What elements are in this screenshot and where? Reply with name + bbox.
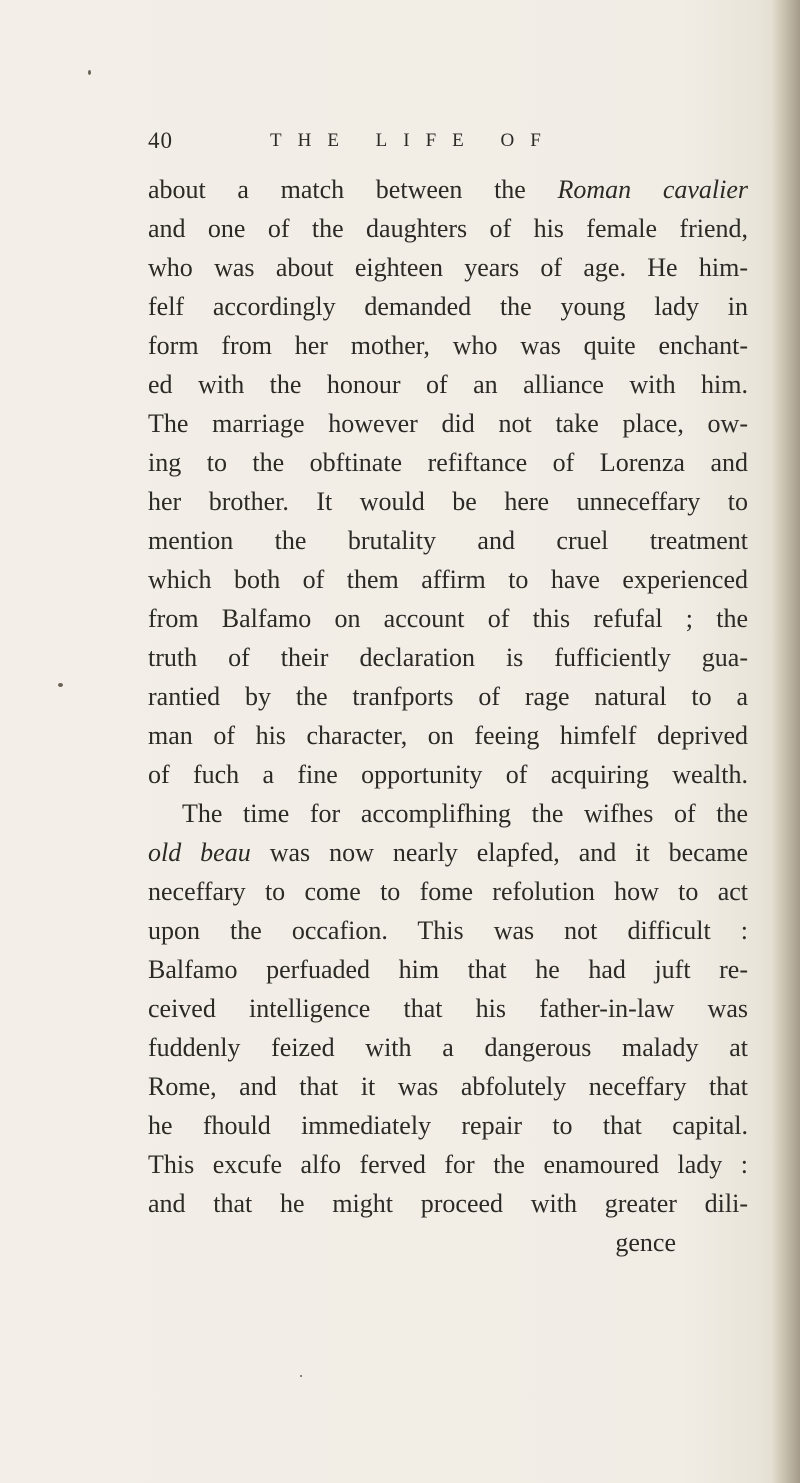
text-segment: which both of them affirm to have experienced: [148, 565, 748, 594]
italic-text: old beau: [148, 838, 251, 867]
text-line: [148, 560, 748, 599]
text-segment: This excufe alfo ferved for the enamoured lady :: [148, 1150, 748, 1179]
text-line: [148, 404, 748, 443]
text-segment: ceived intelligence that his father-in-law was: [148, 994, 748, 1023]
text-segment: form from her mother, who was quite enchant-: [148, 331, 748, 360]
text-line: [148, 911, 748, 950]
text-segment: and one of the daughters of his female friend,: [148, 214, 748, 243]
text-segment: The marriage however did not take place, ow-: [148, 409, 748, 438]
body-text: [148, 170, 748, 1262]
text-line: [148, 1067, 748, 1106]
text-segment: mention the brutality and cruel treatment: [148, 526, 748, 555]
text-line: [148, 794, 748, 833]
text-line: [148, 716, 748, 755]
text-segment: rantied by the tranfports of rage natural to a: [148, 682, 748, 711]
text-line: [148, 1106, 748, 1145]
text-line: [148, 755, 748, 794]
running-head: [148, 128, 708, 168]
page-number: 40: [148, 128, 173, 153]
text-line: [148, 521, 748, 560]
text-line: [148, 833, 748, 872]
text-segment: neceffary to come to fome refolution how to act: [148, 877, 748, 906]
text-segment: ing to the obftinate refiftance of Lorenza and: [148, 448, 748, 477]
text-line: [148, 170, 748, 209]
text-segment: man of his character, on feeing himfelf deprived: [148, 721, 748, 750]
text-line: [148, 287, 748, 326]
text-segment: truth of their declaration is fufficiently gua-: [148, 643, 748, 672]
text-line: [148, 989, 748, 1028]
text-segment: and that he might proceed with greater dili-: [148, 1189, 748, 1218]
text-line: [148, 638, 748, 677]
text-segment: who was about eighteen years of age. He him-: [148, 253, 748, 282]
text-segment: upon the occafion. This was not difficult :: [148, 916, 748, 945]
text-segment: fuddenly feized with a dangerous malady at: [148, 1033, 748, 1062]
text-line: [148, 365, 748, 404]
running-title: THE LIFE OF: [270, 130, 557, 151]
text-line: [148, 1145, 748, 1184]
text-segment: he fhould immediately repair to that capital.: [148, 1111, 748, 1140]
catchword: gence: [615, 1228, 676, 1257]
text-line: [148, 1028, 748, 1067]
text-segment: from Balfamo on account of this refufal ; the: [148, 604, 748, 633]
paper-speck: [58, 683, 63, 687]
text-segment: felf accordingly demanded the young lady in: [148, 292, 748, 321]
text-segment: ed with the honour of an alliance with him.: [148, 370, 748, 399]
italic-text: Roman cavalier: [557, 175, 748, 204]
text-line: [148, 950, 748, 989]
paper-speck: [88, 70, 91, 75]
text-segment: her brother. It would be here unneceffary to: [148, 487, 748, 516]
text-segment: Balfamo perfuaded him that he had juft re-: [148, 955, 748, 984]
text-segment: was now nearly elapfed, and it became: [250, 838, 749, 867]
text-segment: The time for accomplifhing the wifhes of the: [182, 799, 748, 828]
text-line: [148, 248, 748, 287]
paper-speck: [300, 1375, 302, 1377]
text-line: [148, 872, 748, 911]
text-line: [148, 599, 748, 638]
text-line: [148, 1184, 748, 1223]
page-edge-shadow: [772, 0, 800, 1483]
text-segment: of fuch a fine opportunity of acquiring wealth.: [148, 760, 748, 789]
text-line: [148, 209, 748, 248]
text-line: [148, 326, 748, 365]
text-segment: about a match between the: [148, 175, 558, 204]
text-line: [148, 677, 748, 716]
text-segment: Rome, and that it was abfolutely neceffary that: [148, 1072, 748, 1101]
text-line: [148, 443, 748, 482]
text-line: [148, 482, 748, 521]
